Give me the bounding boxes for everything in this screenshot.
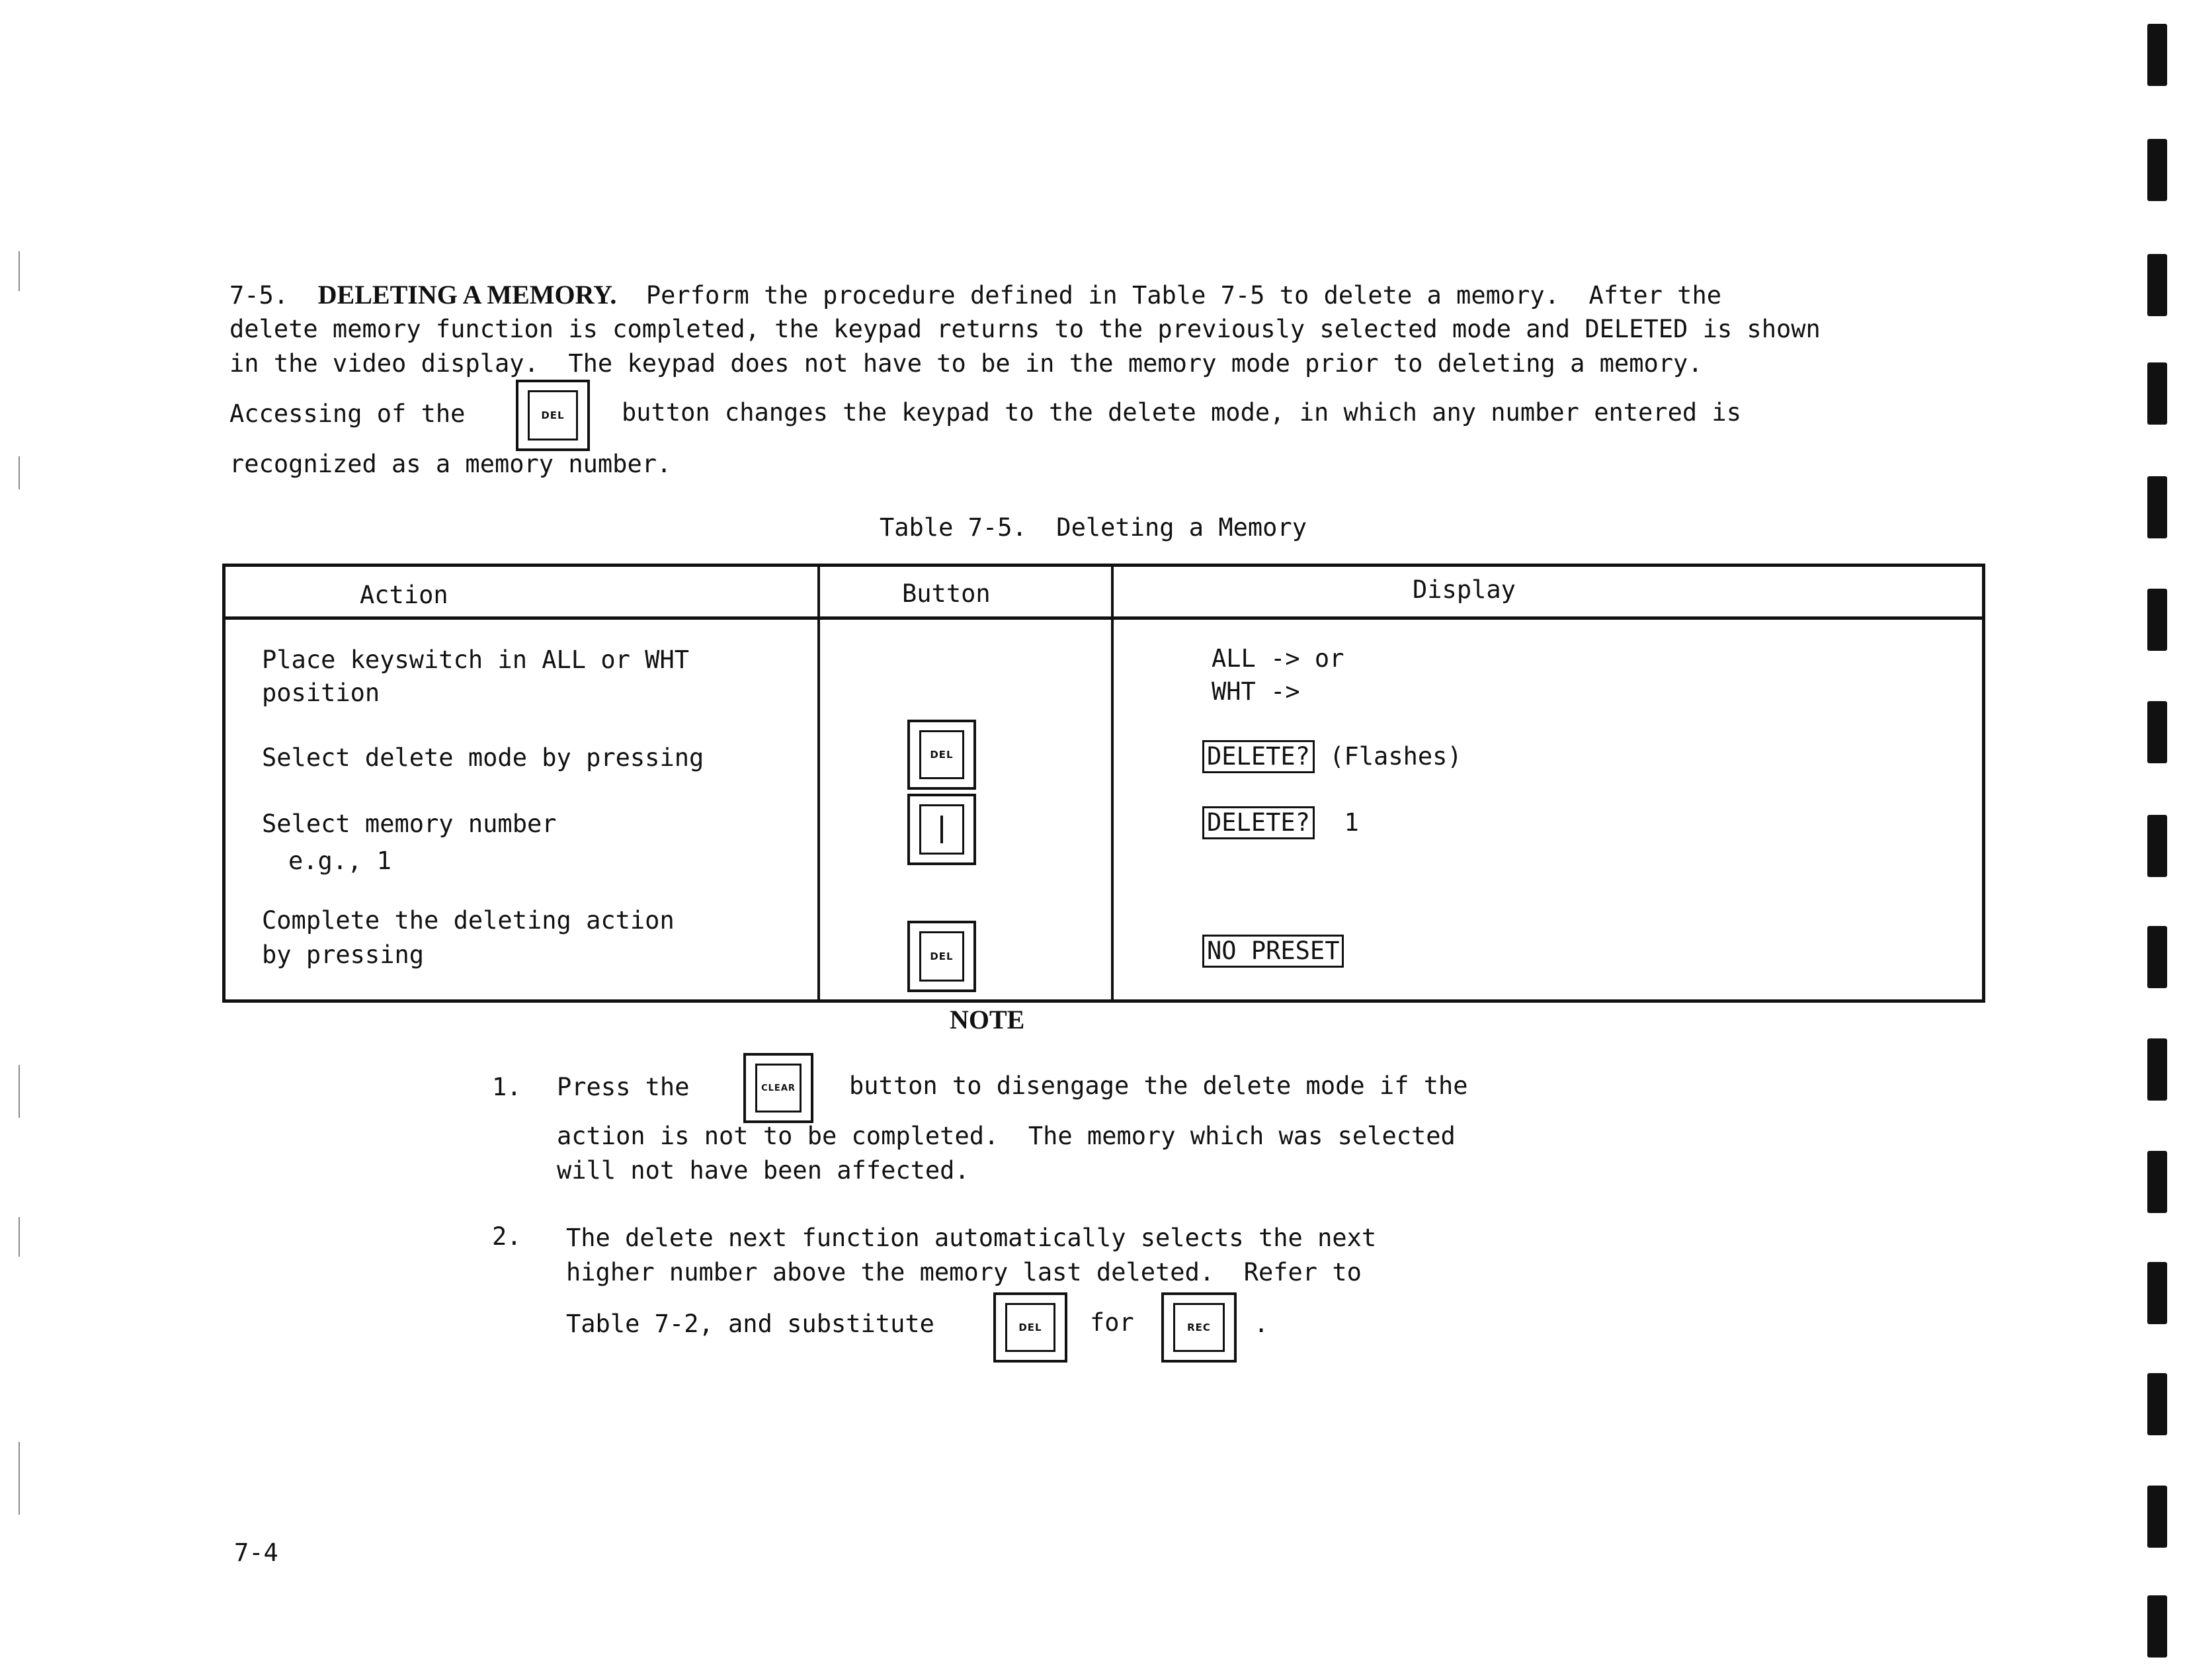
page-number: 7-4 [234,1538,278,1567]
display-text: ALL -> or [1212,644,1344,673]
paragraph-line-4a: Accessing of the [229,399,466,428]
note-item1-text: action is not to be completed. The memory which was selected [557,1122,1456,1150]
clear-key-icon: CLEAR [743,1053,813,1123]
action-text: by pressing [262,941,425,969]
one-key-glyph [940,816,943,843]
note-item2-text: . [1254,1310,1269,1338]
header-action: Action [360,581,448,609]
note-item-number: 1. [492,1073,522,1101]
del-key-icon: DEL [907,720,976,790]
display-boxed: DELETE? [1202,806,1315,839]
table-caption: Table 7-5. Deleting a Memory [880,513,1307,542]
note-item2-text: Table 7-2, and substitute [566,1310,934,1338]
header-display: Display [1413,575,1516,604]
display-text: DELETE? 1 [1202,806,1359,840]
del-key-icon: DEL [907,921,976,992]
paragraph-line-1: 7-5. DELETING A MEMORY. Perform the procedure defined in Table 7-5 to delete a memory. After the [229,280,1722,310]
note-item1-text: button to disengage the delete mode if the [849,1071,1468,1100]
del-key-icon: DEL [516,380,590,451]
paragraph-line-5: recognized as a memory number. [229,450,672,478]
paragraph-line-2: delete memory function is completed, the keypad returns to the previously selected mode and DELETED is shown [229,315,1821,343]
action-text: position [262,679,380,707]
note-item1-text: Press the [557,1073,690,1101]
section-heading: DELETING A MEMORY. [317,280,617,310]
display-boxed: DELETE? [1202,740,1315,773]
action-text: Complete the deleting action [262,906,675,935]
action-text: Place keyswitch in ALL or WHT [262,646,690,674]
header-button: Button [902,579,991,608]
note-item2-text: higher number above the memory last deleted. Refer to [566,1258,1362,1286]
del-key-icon: DEL [993,1292,1067,1363]
paragraph-line-4b: button changes the keypad to the delete mode, in which any number entered is [622,398,1741,427]
action-text: e.g., 1 [288,847,392,875]
rec-key-icon: REC [1161,1292,1237,1363]
column-divider-2 [1111,564,1114,1003]
paragraph-line-3: in the video display. The keypad does not have to be in the memory mode prior to deleting a memory. [229,349,1703,378]
note-title: NOTE [950,1005,1025,1034]
display-text [1202,934,1344,968]
note-item2-text: The delete next function automatically selects the next [566,1224,1377,1252]
note-item2-text: for [1090,1308,1134,1337]
display-text: DELETE? (Flashes) [1202,739,1462,774]
display-text: WHT -> [1212,677,1300,706]
display-boxed: NO PRESET [1202,935,1344,968]
table-header-rule [222,616,1985,620]
note-item-number: 2. [492,1222,522,1251]
one-key-icon [907,794,976,865]
note-item1-text: will not have been affected. [557,1156,969,1185]
column-divider-1 [817,564,820,1003]
action-text: Select memory number [262,810,557,838]
action-text: Select delete mode by pressing [262,743,704,772]
section-number: 7-5. [229,281,289,310]
